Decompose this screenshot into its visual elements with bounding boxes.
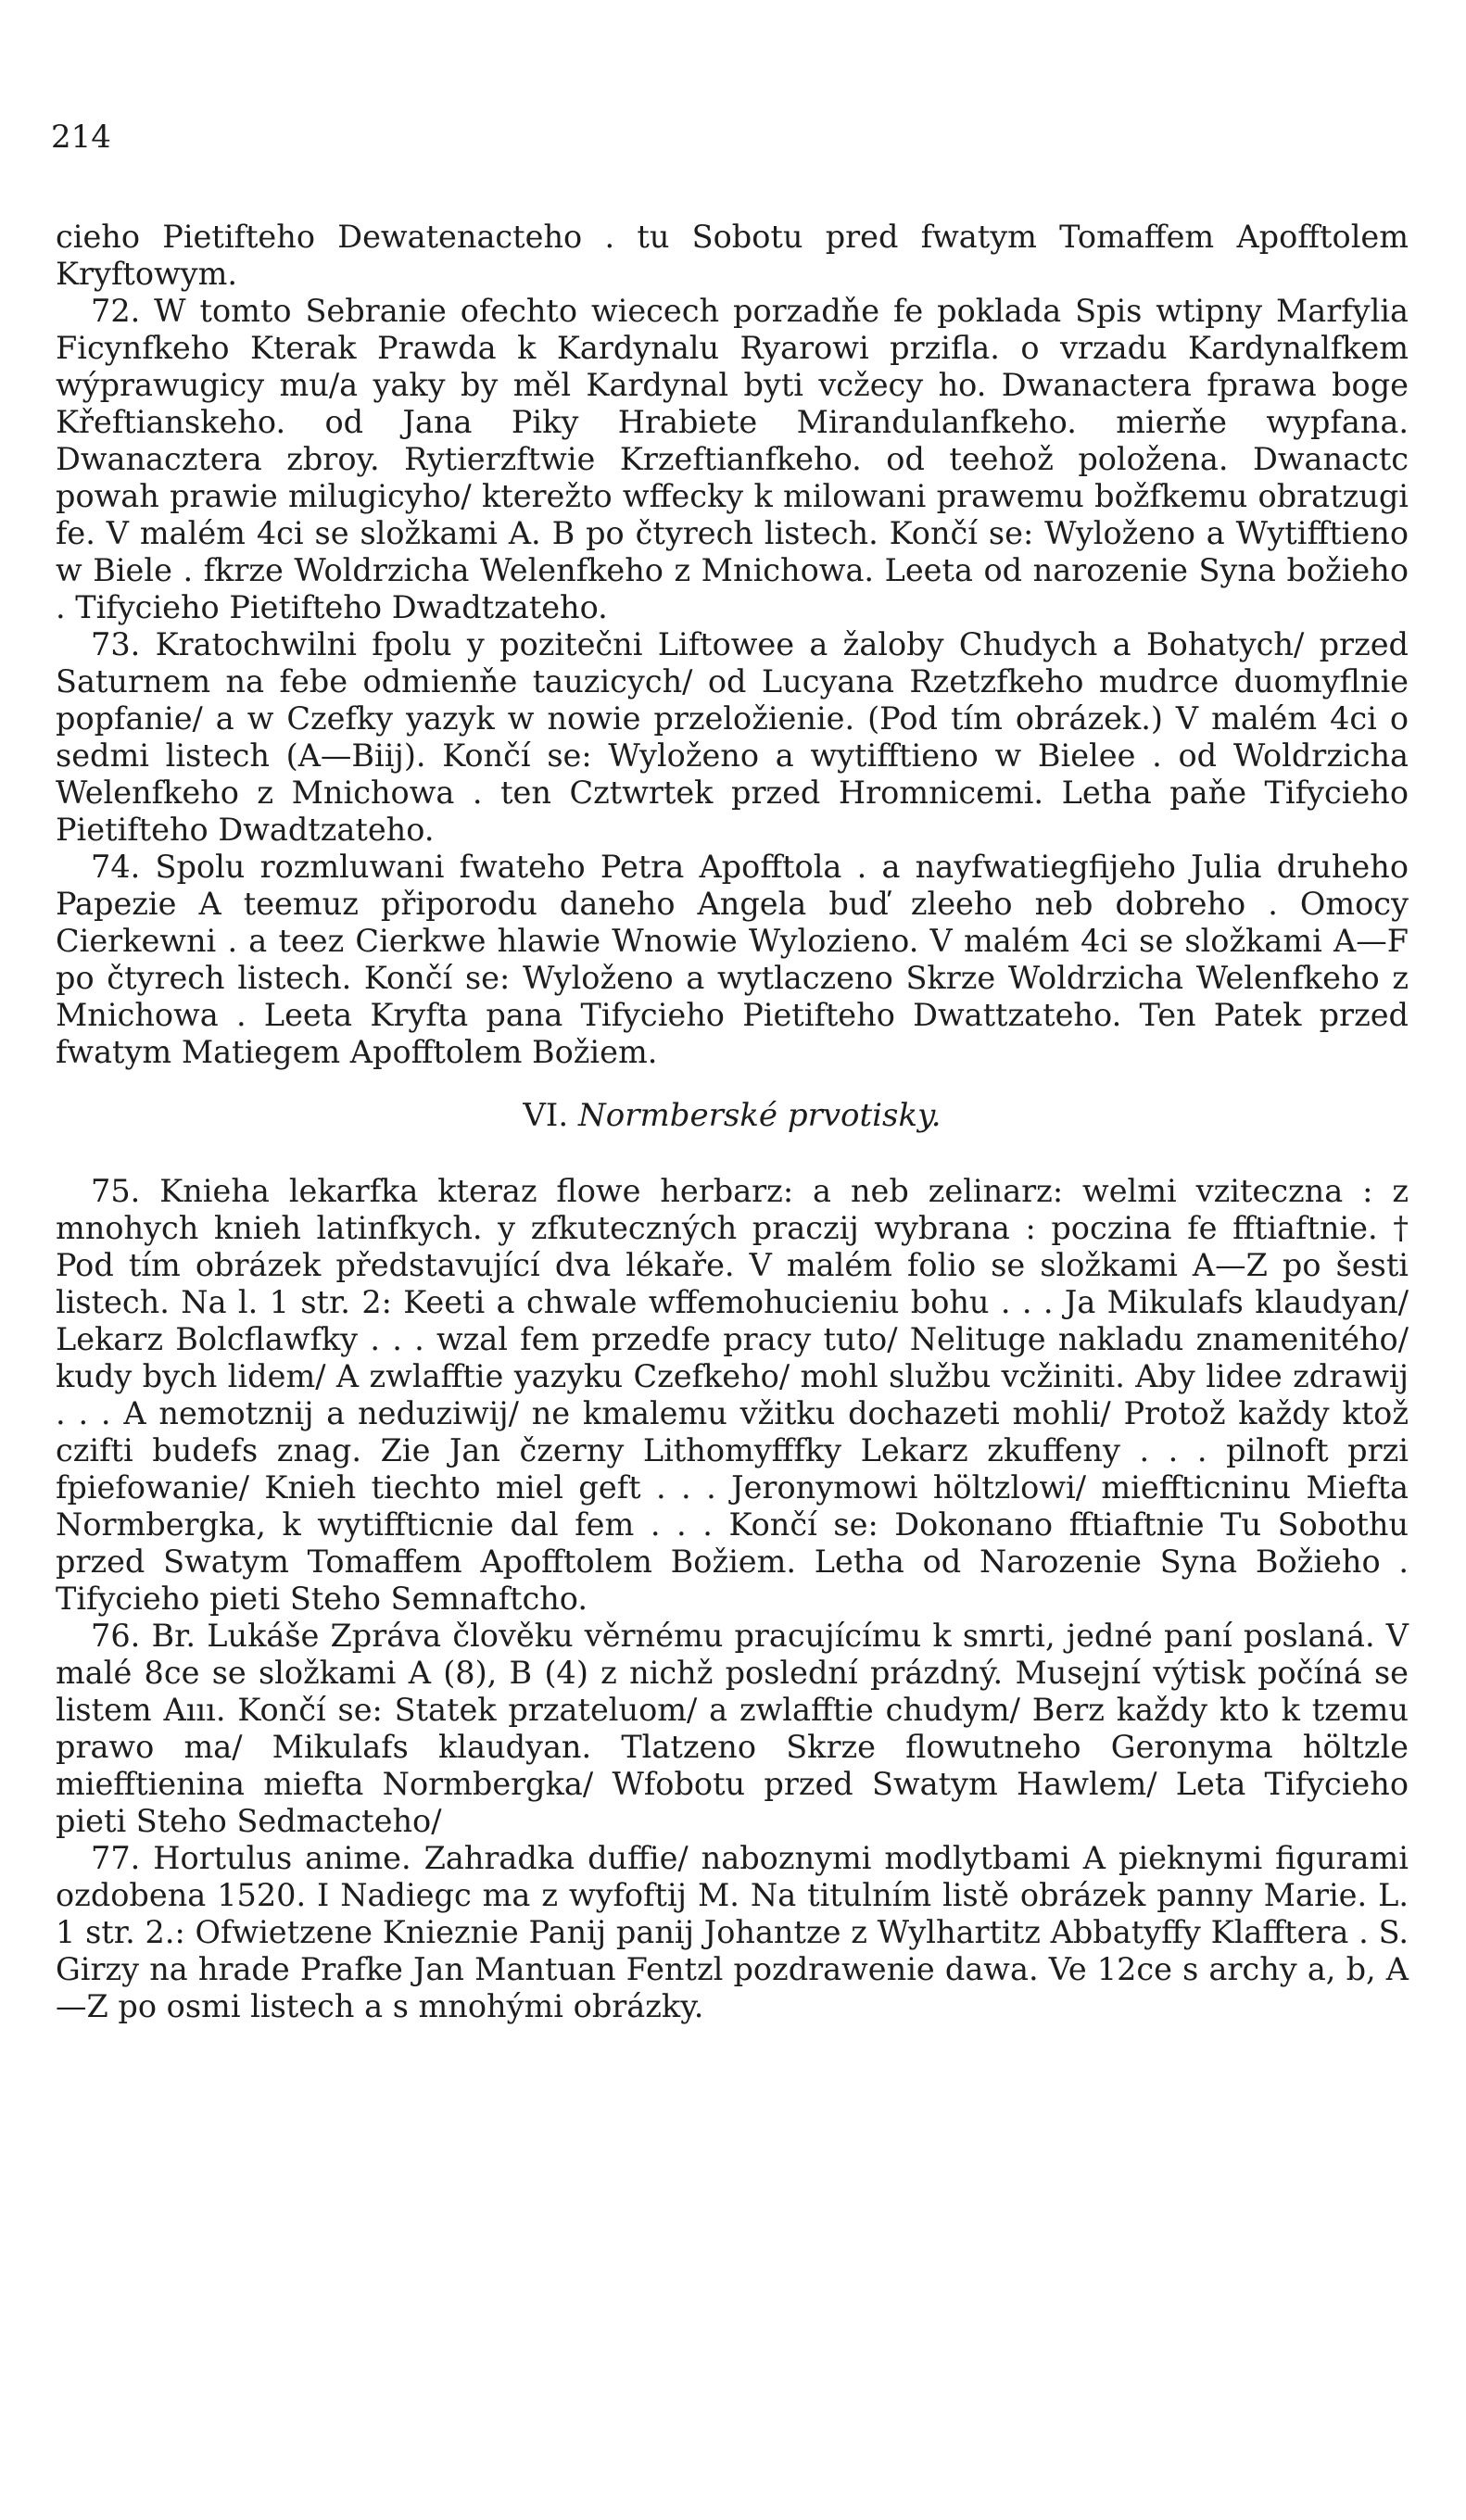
entry-76: 76. Br. Lukáše Zpráva člověku věrnému pracujícímu k smrti, jedné paní poslaná. V malé 8ce se složkami A (8), B (4) z nichž poslední prázdný. Musejní výtisk počíná se listem Aııı. Končí se: Statek przateluom/ a zwlafftie chudym/ Berz každy kto k tzemu prawo ma/ Mikulafs klaudyan. Tlatzeno Skrze flowutneho Geronyma höltzle miefftienina miefta Normbergka/ Wfobotu przed Swatym Hawlem/ Leta Tifycieho pieti Steho Sedmacteho/ [56,1618,1409,1839]
entry-74: 74. Spolu rozmluwani fwateho Petra Apofftola . a nayfwatiegfijeho Julia druheho Papezie A teemuz připorodu daneho Angela buď zleeho neb dobreho . Omocy Cierkewni . a teez Cierkwe hlawie Wnowie Wylozieno. V malém 4ci se složkami A—F po čtyrech listech. Končí se: Wyloženo a wytlaczeno Skrze Woldrzicha Welenfkeho z Mnichowa . Leeta Kryfta pana Tifycieho Pietifteho Dwattzateho. Ten Patek przed fwatym Matiegem Apofftolem Božiem. [56,849,1409,1070]
entry-75: 75. Knieha lekarfka kteraz flowe herbarz: a neb zelinarz: welmi vziteczna : z mnohych knieh latinfkych. y zfkuteczných praczij wybrana : poczina fe fftiaftnie. † Pod tím obrázek představující dva lékaře. V malém folio se složkami A—Z po šesti listech. Na l. 1 str. 2: Keeti a chwale wffemohucieniu bohu . . . Ja Mikulafs klaudyan/ Lekarz Bolcflawfky . . . wzal fem przedfe pracy tuto/ Nelituge nakladu znamenitého/ kudy bych lidem/ A zwlafftie yazyku Czefkeho/ mohl službu vcžiniti. Aby lidee zdrawij . . . A nemotznij a neduziwij/ ne kmalemu vžitku dochazeti mohli/ Protož každy ktož czifti budefs znag. Zie Jan čzerny Lithomyfffky Lekarz zkuffeny . . . pilnoft przi fpiefowanie/ Knieh tiechto miel geft . . . Jeronymowi höltzlowi/ mieffticninu Miefta Normbergka, k wytiffticnie dal fem . . . Končí se: Dokonano fftiaftnie Tu Sobothu przed Swatym Tomaffem Apofftolem Božiem. Letha od Narozenie Syna Božieho . Tifycieho pieti Steho Semnaftcho. [56,1173,1409,1617]
entry-72: 72. W tomto Sebranie ofechto wiecech porzadňe fe poklada Spis wtipny Marfylia Ficynfkeho Kterak Prawda k Kardynalu Ryarowi przifla. o vrzadu Kardynalfkem wýprawugicy mu/a yaky by měl Kardynal byti vcžecy ho. Dwanactera fprawa boge Křeftianskeho. od Jana Piky Hrabiete Mirandulanfkeho. mierňe wypfana. Dwanacztera zbroy. Rytierzftwie Krzeftianfkeho. od teehož položena. Dwanactc powah prawie milugicyho/ kterežto wffecky k milowani prawemu božfkemu obratzugi fe. V malém 4ci se složkami A. B po čtyrech listech. Končí se: Wyloženo a Wytifftieno w Biele . fkrze Woldrzicha Welenfkeho z Mnichowa. Leeta od narozenie Syna božieho . Tifycieho Pietifteho Dwadtzateho. [56,293,1409,625]
entry-77: 77. Hortulus anime. Zahradka duffie/ naboznymi modlytbami A pieknymi figurami ozdobena 1520. I Nadiegc ma z wyfoftij M. Na titulním listě obrázek panny Marie. L. 1 str. 2.: Ofwietzene Knieznie Panij panij Johantze z Wylhartitz Abbatyffy Klafftera . S. Girzy na hrade Prafke Jan Mantuan Fentzl pozdrawenie dawa. Ve 12ce s archy a, b, A—Z po osmi listech a s mnohými obrázky. [56,1840,1409,2024]
section-heading [56,1097,1409,1134]
page-number: 214 [51,119,111,156]
section-title: Normberské prvotisky. [577,1097,942,1134]
section-numeral: VI. [523,1097,569,1134]
body-text [56,219,1409,2025]
entry-73: 73. Kratochwilni fpolu y pozitečni Liftowee a žaloby Chudych a Bohatych/ przed Saturnem na febe odmienňe tauzicych/ od Lucyana Rzetzfkeho mudrce duomyflnie popfanie/ a w Czefky yazyk w nowie przeložienie. (Pod tím obrázek.) V malém 4ci o sedmi listech (A—Biij). Končí se: Wyloženo a wytifftieno w Bielee . od Woldrzicha Welenfkeho z Mnichowa . ten Cztwrtek przed Hromnicemi. Letha paňe Tifycieho Pietifteho Dwadtzateho. [56,626,1409,848]
entry-71-continuation: cieho Pietifteho Dewatenacteho . tu Sobotu pred fwatym Tomaffem Apofftolem Kryftowym. [56,219,1409,292]
